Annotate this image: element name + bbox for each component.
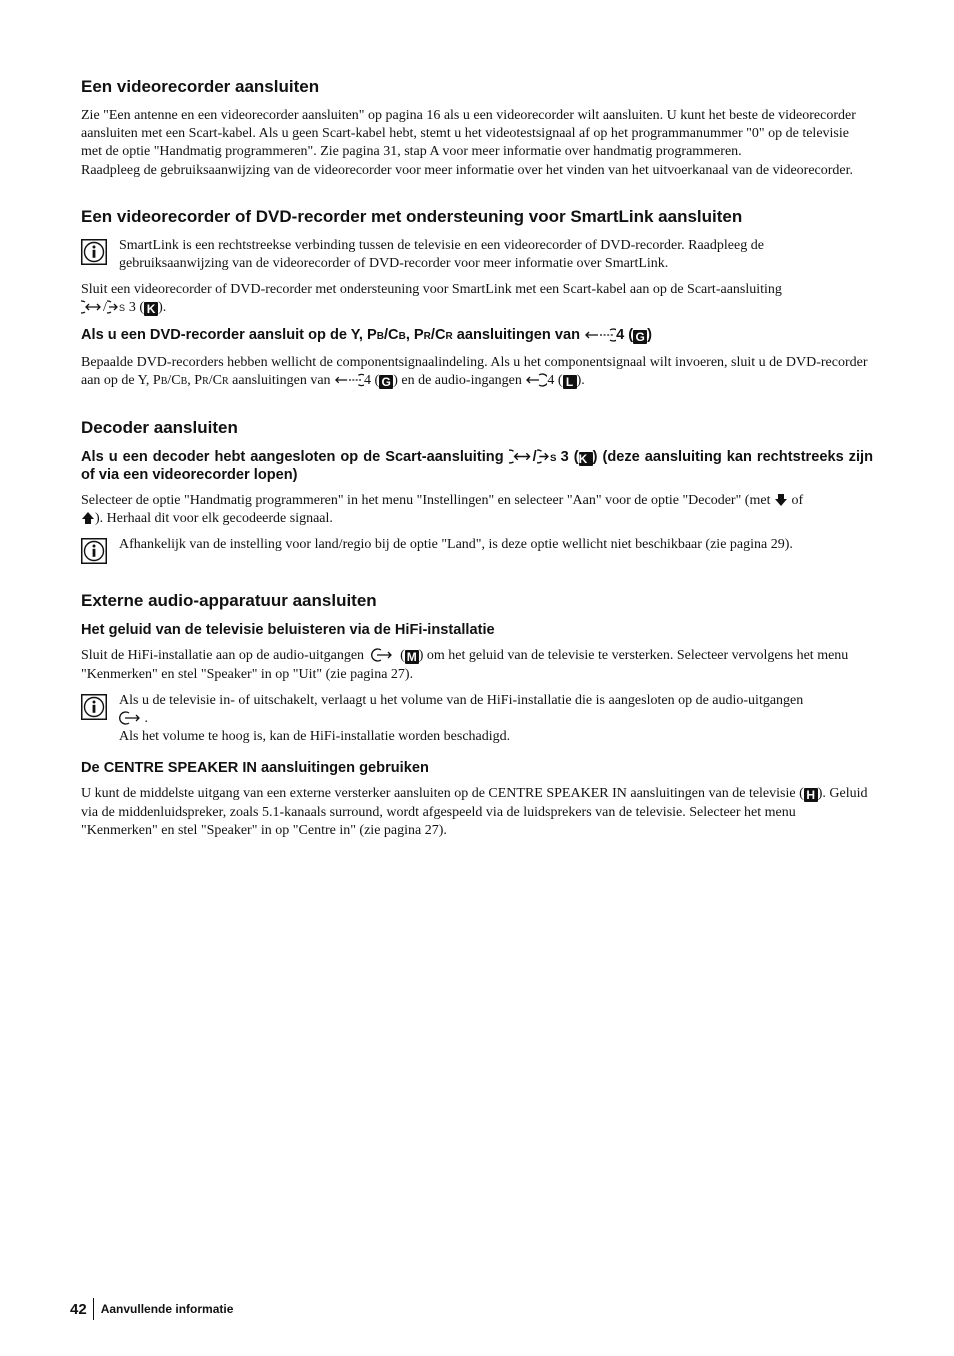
connector-badge-k: K (144, 302, 158, 316)
section-body-videorecorder (81, 107, 873, 180)
audio-output-icon (371, 648, 393, 662)
arrow-up-icon (81, 511, 95, 525)
subsection-centre-speaker: De CENTRE SPEAKER IN aansluitingen gebruiken (81, 760, 429, 777)
hifi-paragraph: Sluit de HiFi-installatie aan op de audio-uitgangen ( M ) om het geluid van de televisie te versterken. Selecteer vervolgens het menu "Kenmerken" en stel "Speaker" in op "Uit" (zie pagina 27). (81, 648, 849, 682)
page-content (81, 76, 873, 840)
paragraph: Raadpleeg de gebruiksaanwijzing van de videorecorder voor meer informatie over het vinden van het uitvoerkanaal van de videorecorder. (81, 162, 854, 178)
audio-input-icon (525, 373, 547, 387)
centre-speaker-paragraph: U kunt de middelste uitgang van een externe versterker aansluiten op de CENTRE SPEAKER IN aansluitingen van de televisie ( H ). Geluid via de middenluidspreker, zoals 5.1-kanaals surround, wordt afgespeeld via de luidsprekers van de televisie. Selecteer het menu "Kenmerken" en stel "Speaker" in op "Centre in" (zie pagina 27). (81, 786, 868, 838)
text-run: Sluit een videorecorder of DVD-recorder met ondersteuning voor SmartLink met een Scart-kabel aan op de Scart-aansluiting (81, 282, 782, 298)
decoder-paragraph: Selecteer de optie "Handmatig programmeren" in het menu "Instellingen" en selecteer "Aan" voor de optie "Decoder" (met of ). Herhaal dit voor elk gecodeerde signaal. (81, 493, 804, 527)
subsection-decoder: Als u een decoder hebt aangesloten op de Scart-aansluiting / S 3 (K ) (deze aansluiting kan rechtstreeks zijn of via een videorecorder lopen) (81, 449, 873, 484)
info-icon (81, 538, 107, 564)
audio-output-icon (119, 711, 141, 725)
scart-s-video-icon (107, 300, 129, 314)
paragraph: Zie "Een antenne en een videorecorder aansluiten" op pagina 16 als u een videorecorder wilt aansluiten. U kunt het beste de videorecorder aansluiten met een Scart-kabel. Als u geen Scart-kabel hebt, stemt u het videotestsignaal af op het programmanummer "0" op de televisie met de optie "Handmatig programmeren". Zie pagina 31, stap A voor meer informatie over handmatig programmeren. (81, 108, 856, 160)
scart-in-out-icon (509, 449, 533, 464)
info-note (81, 536, 873, 564)
connector-badge-m: M (406, 650, 417, 665)
connector-badge-h: H (804, 788, 818, 802)
component-input-icon (584, 328, 616, 342)
text-run: ). (158, 300, 167, 316)
divider (93, 1298, 94, 1320)
info-icon (81, 694, 107, 720)
info-note (81, 237, 873, 273)
connector-badge-l: L (563, 375, 577, 389)
page-number: 42 (70, 1300, 87, 1318)
note-text: Afhankelijk van de instelling voor land/regio bij de optie "Land", is deze optie wellicht niet beschikbaar (zie pagina 29). (119, 537, 793, 553)
scart-s-video-icon (537, 449, 561, 464)
smartlink-paragraph (81, 281, 873, 317)
svg-text:S: S (549, 452, 557, 464)
connector-badge-g: G (379, 375, 393, 389)
section-title-decoder: Decoder aansluiten (81, 418, 238, 438)
section-title-smartlink: Een videorecorder of DVD-recorder met ondersteuning voor SmartLink aansluiten (81, 206, 743, 226)
subsection-dvd-recorder: Als u een DVD-recorder aansluit op de Y, PB/CB, PR/CR aansluitingen van 4 ( G ) (81, 326, 652, 344)
component-paragraph: Bepaalde DVD-recorders hebben wellicht de componentsignaalindeling. Als u het componentsignaal wilt invoeren, sluit u de DVD-recorder aan op de Y, PB/CB, PR/CR aansluitingen van 4 ( G ) en de audio-ingangen 4 ( L ). (81, 354, 868, 389)
info-note (81, 692, 873, 747)
page-footer (70, 1298, 233, 1320)
svg-text:S: S (118, 303, 125, 314)
subsection-hifi: Het geluid van de televisie beluisteren via de HiFi-installatie (81, 622, 495, 639)
section-title-audio: Externe audio-apparatuur aansluiten (81, 591, 377, 611)
section-title-videorecorder: Een videorecorder aansluiten (81, 77, 320, 96)
arrow-down-icon (774, 493, 788, 507)
connector-badge-k: K (579, 452, 593, 466)
slash: / (103, 300, 107, 316)
connector-badge-g: G (633, 330, 647, 344)
footer-section-label: Aanvullende informatie (100, 1302, 234, 1316)
info-icon (81, 239, 107, 265)
note-text: SmartLink is een rechtstreekse verbinding tussen de televisie en een videorecorder of DVD-recorder. Raadpleeg de gebruiksaanwijzing van de videorecorder of DVD-recorder voor meer informatie over SmartLink. (119, 237, 764, 272)
note-text: Als u de televisie in- of uitschakelt, verlaagt u het volume van de HiFi-installatie die is aangesloten op de audio-uitgangen . Als het volume te hoog is, kan de HiFi-installatie worden beschadigd. (119, 692, 804, 745)
text-run: 3 ( (128, 300, 145, 316)
component-input-icon (334, 373, 364, 387)
scart-in-out-icon (81, 300, 103, 314)
